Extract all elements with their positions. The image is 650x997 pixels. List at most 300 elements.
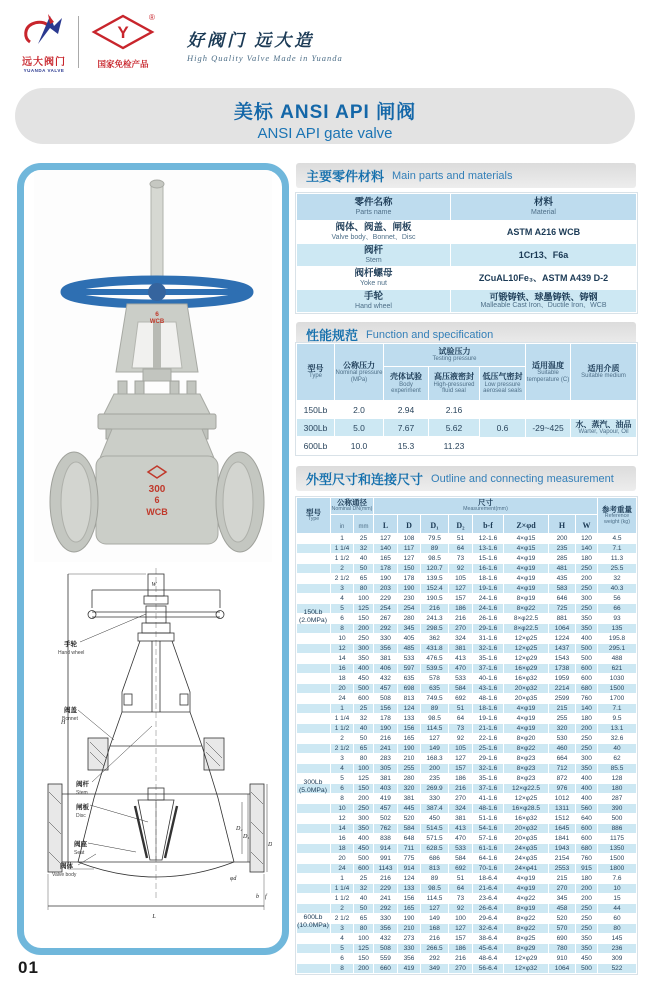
table-cell: 149 [421, 744, 449, 754]
table-cell: 1030 [598, 674, 637, 684]
table-header-row [297, 498, 637, 515]
table-cell: 762 [374, 824, 398, 834]
table-cell: 19-1.6 [473, 584, 504, 594]
table-cell: 8×φ22 [504, 744, 549, 754]
table-cell [297, 534, 331, 544]
table-cell: 2154 [549, 854, 576, 864]
dim-b: b [256, 894, 259, 900]
table-cell: 2599 [549, 694, 576, 704]
table-cell: 432 [374, 674, 398, 684]
table-cell: 600Lb [297, 437, 335, 455]
table-cell: 1 1/4 [331, 884, 354, 894]
table-cell: 1500 [598, 684, 637, 694]
dim-f: f [265, 894, 267, 900]
table-cell: 560 [576, 804, 598, 814]
table-cell: 2 [331, 564, 354, 574]
table-cell: 12×φ29 [504, 954, 549, 964]
table-cell: 51-1.6 [473, 814, 504, 824]
table-cell: 150 [354, 784, 374, 794]
table-cell: 635 [398, 674, 421, 684]
table-cell: 760 [576, 694, 598, 704]
table-cell: 8×φ22 [504, 604, 549, 614]
table-cell: 11.3 [598, 554, 637, 564]
table-cell: 32 [354, 884, 374, 894]
table-cell: 320 [398, 784, 421, 794]
table-cell: 23-6.4 [473, 894, 504, 904]
table-cell: 12-1.6 [473, 534, 504, 544]
table-cell: 16×φ28.5 [504, 804, 549, 814]
col-high-seal: 高压液密封 High-pressured fluid seal [429, 367, 480, 401]
col-in: in [331, 515, 354, 534]
table-cell: 50 [354, 904, 374, 914]
table-cell: 403 [374, 784, 398, 794]
table-cell: 1Cr13、F6a [451, 244, 637, 267]
table-cell: 345 [398, 624, 421, 634]
table-cell: 362 [421, 634, 449, 644]
table-cell: 356 [374, 644, 398, 654]
table-cell: 150 [354, 954, 374, 964]
table-cell: 80 [598, 924, 637, 934]
table-cell: 24-1.6 [473, 594, 504, 604]
table-cell: 186 [449, 944, 473, 954]
table-row [297, 844, 637, 854]
table-cell: 431.8 [421, 644, 449, 654]
table-cell: 12×φ32 [504, 964, 549, 974]
table-cell: 1143 [374, 864, 398, 874]
table-cell: 1645 [549, 824, 576, 834]
table-cell: 500 [598, 814, 637, 824]
table-cell: 600 [576, 664, 598, 674]
table-cell: 64 [449, 544, 473, 554]
table-cell: 502 [374, 814, 398, 824]
table-cell: 93 [598, 614, 637, 624]
table-cell: 64 [449, 884, 473, 894]
table-cell: 216 [374, 874, 398, 884]
table-cell: 100 [354, 764, 374, 774]
table-cell: 29-6.4 [473, 914, 504, 924]
table-cell: 1959 [549, 674, 576, 684]
table-row [297, 564, 637, 574]
table-row [297, 774, 637, 784]
table-row [297, 934, 637, 944]
table-cell: 100 [449, 914, 473, 924]
table-cell: 522 [598, 964, 637, 974]
product-title-cn: 美标 ANSI API 闸阀 [233, 102, 417, 123]
table-cell [297, 754, 331, 764]
label-valvebody-cn: 阀体 [60, 863, 73, 870]
table-cell: 4×φ19 [504, 724, 549, 734]
table-cell: 150 [354, 614, 374, 624]
table-cell [297, 914, 331, 924]
table-row [297, 754, 637, 764]
table-cell: 20×φ32 [504, 824, 549, 834]
table-cell: 300Lb [297, 419, 335, 437]
section-dimensions-cn: 外型尺寸和连接尺寸 [306, 472, 424, 487]
table-cell [297, 884, 331, 894]
table-cell: 190 [398, 584, 421, 594]
table-cell: 330 [398, 944, 421, 954]
table-cell: 400 [576, 794, 598, 804]
table-cell: 51 [449, 534, 473, 544]
table-cell: 305 [374, 764, 398, 774]
table-cell: 450 [421, 814, 449, 824]
table-cell: 7.1 [598, 704, 637, 714]
valve-drawing [34, 562, 272, 934]
table-cell: 32 [354, 714, 374, 724]
table-cell: 387.4 [421, 804, 449, 814]
table-cell: 457 [374, 804, 398, 814]
table-cell: 48-1.6 [473, 804, 504, 814]
table-cell: 178 [374, 564, 398, 574]
table-cell: 200 [576, 884, 598, 894]
table-cell: 37-1.6 [473, 784, 504, 794]
merged-low-pressure-cell: 0.6 [480, 401, 526, 455]
table-cell: 600 [354, 864, 374, 874]
table-cell: 457 [374, 684, 398, 694]
table-cell: 4×φ15 [504, 534, 549, 544]
table-row [297, 604, 637, 614]
table-row [297, 904, 637, 914]
table-cell: 813 [421, 864, 449, 874]
table-cell: 200 [576, 574, 598, 584]
materials-table [296, 193, 637, 313]
table-cell [297, 564, 331, 574]
table-cell: 32-1.6 [473, 764, 504, 774]
table-cell: 6 [331, 784, 354, 794]
table-cell: 89 [421, 874, 449, 884]
pressure-class-label: 150Lb (2.0MPa) [299, 609, 327, 625]
table-cell: 32 [598, 574, 637, 584]
header-divider [78, 16, 79, 68]
table-cell: 400 [354, 664, 374, 674]
table-cell: 250 [576, 744, 598, 754]
table-cell: 400 [576, 774, 598, 784]
table-cell: 760 [576, 854, 598, 864]
table-cell: 22-1.6 [473, 734, 504, 744]
table-cell: 500 [354, 854, 374, 864]
table-cell: 210 [398, 754, 421, 764]
table-cell: 186 [449, 604, 473, 614]
table-cell: 838 [374, 834, 398, 844]
table-cell: 200 [354, 624, 374, 634]
table-cell: 2 [331, 904, 354, 914]
table-cell: 1064 [549, 624, 576, 634]
table-cell: 190 [398, 914, 421, 924]
table-cell: 330 [374, 914, 398, 924]
pressure-class-label: 300Lb (5.0MPa) [299, 779, 327, 795]
table-cell: 2.94 [384, 401, 429, 419]
table-cell: 4 [331, 594, 354, 604]
table-cell: 24-1.6 [473, 604, 504, 614]
col-weight: 参考重量 Reference weight (kg) [598, 498, 637, 534]
table-cell: 178 [374, 714, 398, 724]
table-cell: 628.5 [421, 844, 449, 854]
table-cell: 350 [576, 614, 598, 624]
table-cell: 7.1 [598, 544, 637, 554]
table-cell: 235 [549, 544, 576, 554]
table-cell: 400 [576, 784, 598, 794]
table-cell: 200 [576, 724, 598, 734]
table-cell: 1 1/4 [331, 544, 354, 554]
table-cell: 419 [374, 794, 398, 804]
table-cell: 295.1 [598, 644, 637, 654]
table-row [297, 894, 637, 904]
table-cell: 1738 [549, 664, 576, 674]
table-cell: 725 [549, 604, 576, 614]
table-cell: 29-1.6 [473, 754, 504, 764]
table-cell: 2 [331, 734, 354, 744]
spec-table-wrap [296, 322, 637, 455]
label-seat-cn: 阀座 [74, 841, 87, 848]
yuanda-logo-icon [20, 12, 68, 48]
table-cell: 600 [354, 694, 374, 704]
table-cell: 80 [354, 584, 374, 594]
table-cell: 125 [354, 604, 374, 614]
table-cell: 356 [398, 954, 421, 964]
table-cell: 29-1.6 [473, 624, 504, 634]
dim-phid: φd [230, 876, 237, 882]
table-cell: 254 [398, 604, 421, 614]
table-cell: 216 [374, 734, 398, 744]
col-type: 型号 Type [297, 498, 331, 534]
label-bonnet-cn: 阀盖 [64, 707, 77, 714]
table-cell [297, 554, 331, 564]
logo-en-text: YUANDA VALVE [23, 68, 65, 73]
table-cell: 1543 [549, 654, 576, 664]
table-cell: 10 [598, 884, 637, 894]
table-cell: 16 [331, 664, 354, 674]
table-cell: 186 [449, 774, 473, 784]
section-spec-cn: 性能规范 [306, 328, 359, 343]
table-cell: 1012 [549, 794, 576, 804]
table-cell: 255 [398, 764, 421, 774]
table-cell: 16×φ29 [504, 664, 549, 674]
table-cell: 阀体、阀盖、闸板 Valve body、Bonnet、Disc [297, 221, 451, 244]
table-cell: 可锻铸铁、球墨铸铁、铸钢 Malleable Cast Iron、Ductile Iron、WCB [451, 290, 637, 313]
table-row [297, 814, 637, 824]
table-header-row [297, 344, 637, 367]
table-cell: 285 [549, 554, 576, 564]
table-cell [297, 724, 331, 734]
section-materials-header [296, 163, 636, 188]
table-cell [297, 774, 331, 784]
table-cell: 12 [331, 644, 354, 654]
yoke-marking-1: 6 [155, 311, 159, 318]
table-cell: 270 [449, 624, 473, 634]
table-row [297, 290, 637, 313]
table-cell: 80 [354, 924, 374, 934]
table-cell: 533 [449, 844, 473, 854]
table-cell: 914 [398, 864, 421, 874]
table-cell [297, 864, 331, 874]
table-cell: 12 [331, 814, 354, 824]
table-cell: 32-1.6 [473, 644, 504, 654]
table-cell: 18-1.6 [473, 574, 504, 584]
table-cell: 79.5 [421, 534, 449, 544]
table-cell: 533 [449, 674, 473, 684]
table-cell: 216 [421, 934, 449, 944]
table-cell: 300 [354, 644, 374, 654]
table-cell: 664 [549, 754, 576, 764]
table-cell: 35-1.6 [473, 654, 504, 664]
col-measurement: 尺寸 Measurement(mm) [374, 498, 598, 515]
table-cell: 2553 [549, 864, 576, 874]
table-cell: 65 [354, 744, 374, 754]
table-cell: 44 [598, 904, 637, 914]
table-cell: 8×φ22.5 [504, 624, 549, 634]
table-cell: 435 [549, 574, 576, 584]
table-cell: 324 [449, 804, 473, 814]
table-cell: 5.62 [429, 419, 480, 437]
table-cell: 692 [449, 864, 473, 874]
table-row [297, 614, 637, 624]
col-testing-pressure: 试验压力 Testing pressure [384, 344, 526, 367]
table-header-row [297, 194, 637, 221]
col-nominal-pressure: 公称压力 Nominal pressure (MPa) [335, 344, 384, 401]
table-cell: 156 [374, 704, 398, 714]
table-cell: 12×φ29 [504, 654, 549, 664]
table-cell: 4×φ22 [504, 894, 549, 904]
table-cell: 324 [449, 634, 473, 644]
table-row [297, 714, 637, 724]
table-cell: 1064 [549, 964, 576, 974]
table-cell: 445 [398, 804, 421, 814]
table-cell: 89 [421, 704, 449, 714]
table-cell: 20×φ32 [504, 684, 549, 694]
col-low-seal: 低压气密封 Low pressure aeroseal seals [480, 367, 526, 401]
table-cell [297, 924, 331, 934]
table-cell: 269.9 [421, 784, 449, 794]
table-cell: 85.5 [598, 764, 637, 774]
dim-d: D [268, 842, 272, 848]
table-cell: 571.5 [421, 834, 449, 844]
table-cell: 432 [374, 934, 398, 944]
table-cell: 458 [549, 904, 576, 914]
table-cell: 2.0 [335, 401, 384, 419]
table-cell: 165 [398, 734, 421, 744]
table-cell: 200 [354, 964, 374, 974]
table-cell: 100 [354, 934, 374, 944]
table-cell: 8×φ19 [504, 594, 549, 604]
table-cell [297, 964, 331, 974]
label-valvebody-en: Valve body [52, 872, 77, 878]
table-cell: 298.5 [421, 624, 449, 634]
table-cell: 500 [576, 654, 598, 664]
table-row [297, 221, 637, 244]
section-materials-cn: 主要零件材料 [306, 169, 385, 184]
table-cell: 20 [331, 684, 354, 694]
table-cell: 1500 [598, 854, 637, 864]
table-cell: 18-1.6 [473, 704, 504, 714]
table-cell: 216 [449, 954, 473, 964]
table-cell: 8×φ23 [504, 774, 549, 784]
table-row [297, 964, 637, 974]
table-cell: 686 [421, 854, 449, 864]
table-cell: 330 [421, 794, 449, 804]
table-cell: 350 [576, 944, 598, 954]
table-row [297, 634, 637, 644]
table-cell [297, 804, 331, 814]
table-cell: 18 [331, 674, 354, 684]
body-marking-wcb: WCB [146, 507, 168, 517]
product-title-en: ANSI API gate valve [257, 125, 393, 142]
table-row [297, 854, 637, 864]
table-cell: 270 [449, 794, 473, 804]
table-cell: 51 [449, 704, 473, 714]
col-part-name: 零件名称 Parts name [297, 194, 451, 221]
valve-image-panel [17, 163, 289, 955]
table-cell: 25 [354, 704, 374, 714]
table-cell: 350 [576, 934, 598, 944]
table-cell [297, 764, 331, 774]
table-cell: 508 [374, 694, 398, 704]
table-row [297, 694, 637, 704]
table-cell [297, 604, 331, 614]
table-cell: 692 [449, 694, 473, 704]
table-cell: 4.5 [598, 534, 637, 544]
table-cell: 11.23 [429, 437, 480, 455]
table-cell: 1700 [598, 694, 637, 704]
table-cell: 31-1.6 [473, 634, 504, 644]
table-cell: 520 [549, 914, 576, 924]
table-cell: 45-6.4 [473, 944, 504, 954]
section-dimensions-en: Outline and connecting measurement [431, 472, 614, 485]
table-cell: 5 [331, 604, 354, 614]
table-cell: 64-1.6 [473, 854, 504, 864]
table-cell: 250 [354, 804, 374, 814]
table-cell: 24×φ35 [504, 844, 549, 854]
table-cell: 32-6.4 [473, 924, 504, 934]
col-D₁: D₁ [421, 515, 449, 534]
table-cell [297, 574, 331, 584]
table-cell: 5 [331, 944, 354, 954]
table-cell [297, 594, 331, 604]
page-number: 01 [18, 958, 39, 977]
dim-d2: D₂ [236, 826, 243, 832]
table-cell: 32.6 [598, 734, 637, 744]
col-Z×φd: Z×φd [504, 515, 549, 534]
table-cell: 330 [374, 634, 398, 644]
body-marking-300: 300 [148, 484, 166, 495]
table-cell: 381 [374, 654, 398, 664]
table-cell: 8 [331, 624, 354, 634]
table-cell: 20×φ35 [504, 694, 549, 704]
table-cell: 413 [449, 824, 473, 834]
table-row [297, 784, 637, 794]
slogan-cn: 好阀门 远大造 [187, 31, 315, 50]
table-cell: 381 [374, 774, 398, 784]
table-cell: 149 [421, 914, 449, 924]
table-cell: 20×φ35 [504, 834, 549, 844]
table-cell: 236 [598, 944, 637, 954]
table-cell: 2 1/2 [331, 914, 354, 924]
table-subheader-row [297, 515, 637, 534]
table-cell: 350 [354, 654, 374, 664]
body-marking-6: 6 [154, 495, 160, 505]
table-cell [297, 734, 331, 744]
label-handwheel-cn: 手轮 [64, 641, 77, 648]
table-cell: 127 [449, 754, 473, 764]
table-cell: 266.5 [421, 944, 449, 954]
diamond-badge-icon [88, 12, 158, 52]
table-cell: 886 [598, 824, 637, 834]
table-cell: 140 [576, 544, 598, 554]
table-cell [297, 944, 331, 954]
table-cell: 6 [331, 954, 354, 964]
table-cell: 16 [331, 834, 354, 844]
table-cell: 56 [598, 594, 637, 604]
table-cell: 48-6.4 [473, 954, 504, 964]
